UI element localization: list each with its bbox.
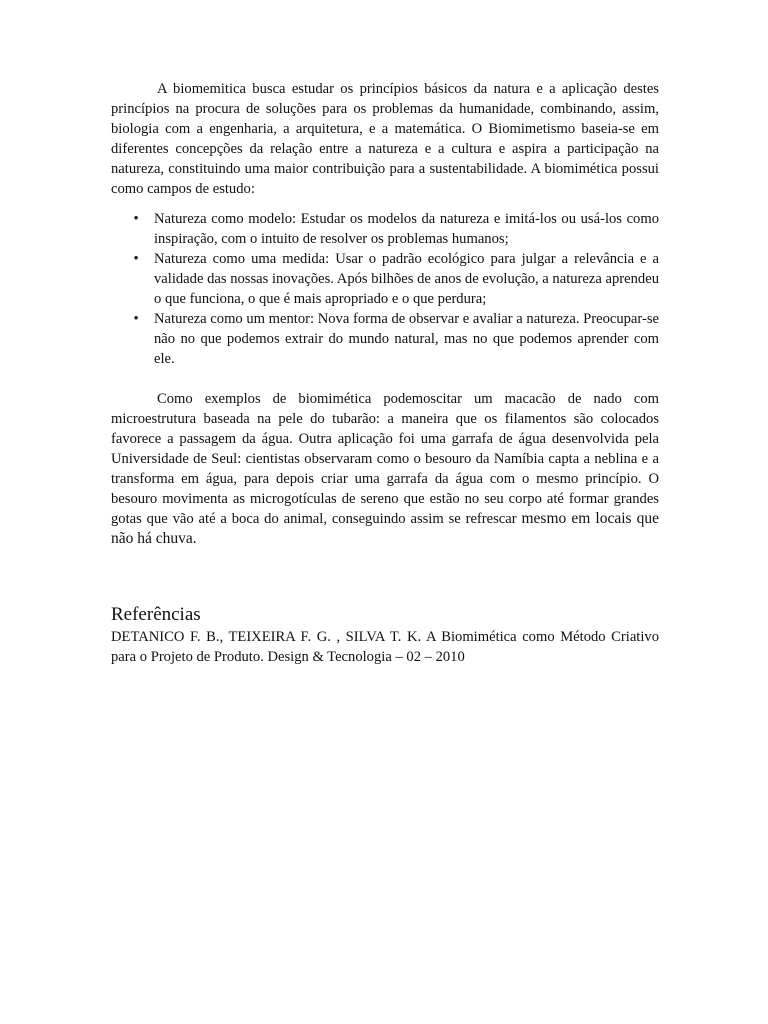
bullet-icon: • [133, 211, 139, 227]
references-heading: Referências [111, 604, 201, 625]
examples-paragraph-end: mesmo em locais que não há chuva. [111, 510, 660, 547]
document-body [111, 79, 659, 667]
list-item-text: Natureza como modelo: Estudar os modelos da natureza e imitá-los ou usá-los como inspiração, com o intuito de resolver os problemas humanos; [154, 211, 659, 247]
intro-paragraph: A biomemitica busca estudar os princípios básicos da natura e a aplicação destes princípios na procura de soluções para os problemas da humanidade, combinando, assim, biologia com a engenharia, a arquitetura, e a matemática. O Biomimetismo baseia-se em diferentes concepções da relação entre a natureza e a cultura e aspira a participação na natureza, constituindo uma maior contribuição para a sustentabilidade. A biomimética possui como campos de estudo: [111, 81, 659, 197]
list-item [111, 209, 659, 249]
examples-paragraph-text: Como exemplos de biomimética podemoscitar um macacão de nado com microestrutura baseada na pele do tubarão: a maneira que os filamentos são colocados favorece a passagem da água. Outra aplicação foi uma garrafa de água desenvolvida pela Universidade de Seul: cientistas observaram como o besouro da Namíbia capta a neblina e a transforma em água, para depois criar uma garrafa da água com o mesmo princípio. O besouro movimenta as microgotículas de sereno que estão no seu corpo até formar grandes gotas que vão até a boca do animal, conseguindo assim se refrescar [111, 391, 659, 527]
examples-paragraph [111, 389, 659, 549]
list-item [111, 249, 659, 309]
bullet-icon: • [133, 251, 139, 267]
list-item-text: Natureza como um mentor: Nova forma de observar e avaliar a natureza. Preocupar-se não no que podemos extrair do mundo natural, mas no que podemos aprender com ele. [154, 311, 659, 367]
list-item-text: Natureza como uma medida: Usar o padrão ecológico para julgar a relevância e a validade das nossas inovações. Após bilhões de anos de evolução, a natureza aprendeu o que funciona, o que é mais apropriado e o que perdura; [154, 251, 659, 307]
reference-entry: DETANICO F. B., TEIXEIRA F. G. , SILVA T. K. A Biomimética como Método Criativo para o Projeto de Produto. Design & Tecnologia – 02 – 2010 [111, 629, 659, 665]
study-fields-list [111, 209, 659, 369]
bullet-icon: • [133, 311, 139, 327]
list-item [111, 309, 659, 369]
